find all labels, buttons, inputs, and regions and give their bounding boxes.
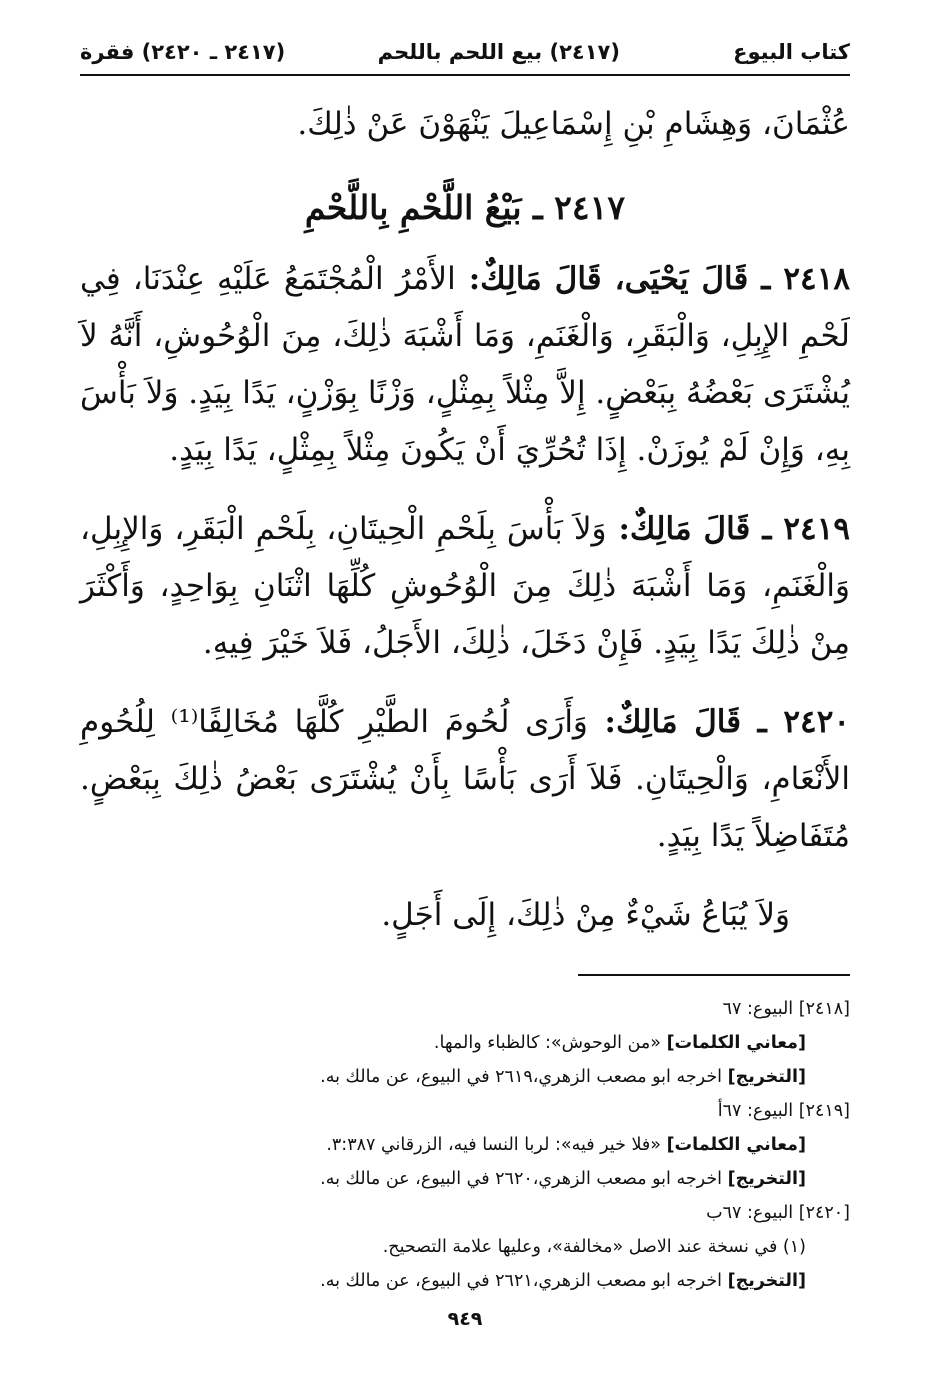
paragraph-2418 bbox=[80, 251, 850, 479]
footnote-text: «من الوحوش»: كالظباء والمها. bbox=[433, 1033, 667, 1053]
paragraph-lead: ٢٤١٩ ـ قَالَ مَالِكٌ: bbox=[606, 511, 850, 547]
intro-line: عُثْمَانَ، وَهِشَامِ بْنِ إِسْمَاعِيلَ يَنْهَوْنَ عَنْ ذٰلِكَ. bbox=[297, 106, 850, 142]
footnote-text: اخرجه ابو مصعب الزهري،٢٦١٩ في البيوع، عن مالك به. bbox=[320, 1067, 728, 1087]
paragraph-lead: ٢٤١٨ ـ قَالَ يَحْيَى، قَالَ مَالِكٌ: bbox=[455, 261, 850, 297]
footnote-ref: [٢٤١٩] البيوع: ٦٧أ bbox=[717, 1101, 850, 1121]
footnote-ref: [٢٤١٨] البيوع: ٦٧ bbox=[722, 999, 850, 1019]
footnote-note bbox=[80, 1026, 806, 1060]
page-number: ٩٤٩ bbox=[447, 1308, 483, 1330]
footnote-tag: [معاني الكلمات] bbox=[666, 1033, 806, 1053]
footnote-text: (١) في نسخة عند الاصل «مخالفة»، وعليها علامة التصحيح. bbox=[382, 1237, 806, 1257]
footnote-note bbox=[80, 1128, 806, 1162]
footnote-divider bbox=[578, 974, 850, 976]
header-book-title: كتاب البيوع bbox=[733, 40, 850, 64]
footnote-note bbox=[80, 1264, 806, 1298]
footnote-tag: [التخريج] bbox=[727, 1067, 806, 1087]
footnote-tag: [التخريج] bbox=[727, 1271, 806, 1291]
paragraph-text: وَأَرَى لُحُومَ الطَّيْرِ كُلَّهَا مُخَالِفًا⁽¹⁾ لِلُحُومِ الأَنْعَامِ، وَالْحِيتَانِ. فَلاَ أَرَى بَأْسًا بِأَنْ يُشْتَرَى بَعْضُ ذٰلِكَ بِبَعْضٍ. مُتَفَاضِلاً يَدًا بِيَدٍ. bbox=[80, 704, 850, 854]
footnote-text: اخرجه ابو مصعب الزهري،٢٦٢٠ في البيوع، عن مالك به. bbox=[320, 1169, 728, 1189]
footnote-text: اخرجه ابو مصعب الزهري،٢٦٢١ في البيوع، عن مالك به. bbox=[320, 1271, 728, 1291]
header-paragraph-range: (٢٤١٧ ـ ٢٤٢٠) فقرة bbox=[80, 40, 286, 64]
footnote-text: «فلا خير فيه»: لربا النسا فيه، الزرقاني ٣:٣٨٧. bbox=[326, 1135, 667, 1155]
paragraph-text: وَلاَ بَأْسَ بِلَحْمِ الْحِيتَانِ، بِلَحْمِ الْبَقَرِ، وَالإِبِلِ، وَالْغَنَمِ، وَمَا أَشْبَهَ ذٰلِكَ مِنَ الْوُحُوشِ كُلِّهَا اثْنَانِ بِوَاحِدٍ، وَأَكْثَرَ مِنْ ذٰلِكَ يَدًا بِيَدٍ. فَإِنْ دَخَلَ، ذٰلِكَ، الأَجَلُ، فَلاَ خَيْرَ فِيهِ. bbox=[80, 511, 850, 661]
footnote-note bbox=[80, 1162, 806, 1196]
paragraph-text: الأَمْرُ الْمُجْتَمَعُ عَلَيْهِ عِنْدَنَا، فِي لَحْمِ الإِبِلِ، وَالْبَقَرِ، وَالْغَنَمِ، وَمَا أَشْبَهَ ذٰلِكَ، مِنَ الْوُحُوشِ، أَنَّهُ لاَ يُشْتَرَى بَعْضُهُ بِبَعْضٍ. إِلاَّ مِثْلاً بِمِثْلٍ، وَزْنًا بِوَزْنٍ، يَدًا بِيَدٍ. وَلاَ بَأْسَ بِهِ، وَإِنْ لَمْ يُوزَنْ. إِذَا تُحُرِّيَ أَنْ يَكُونَ مِثْلاً بِمِثْلٍ، يَدًا بِيَدٍ. bbox=[80, 261, 850, 468]
paragraph-2420 bbox=[80, 694, 850, 865]
main-text bbox=[80, 96, 850, 944]
footnote-note bbox=[80, 1230, 806, 1264]
running-header bbox=[80, 34, 850, 76]
footnote-tag: [التخريج] bbox=[727, 1169, 806, 1189]
paragraph-lead: ٢٤٢٠ ـ قَالَ مَالِكٌ: bbox=[587, 704, 850, 740]
footnote-ref: [٢٤٢٠] البيوع: ٦٧ب bbox=[706, 1203, 850, 1223]
paragraph-final: وَلاَ يُبَاعُ شَيْءٌ مِنْ ذٰلِكَ، إِلَى أَجَلٍ. bbox=[381, 897, 790, 933]
paragraph-2419 bbox=[80, 501, 850, 672]
footnote-tag: [معاني الكلمات] bbox=[666, 1135, 806, 1155]
footnotes bbox=[80, 992, 850, 1298]
header-chapter-title: (٢٤١٧) بيع اللحم باللحم bbox=[377, 40, 620, 64]
footnote-note bbox=[80, 1060, 806, 1094]
book-page bbox=[80, 34, 850, 1330]
section-title: ٢٤١٧ ـ بَيْعُ اللَّحْمِ بِاللَّحْمِ bbox=[304, 188, 626, 227]
